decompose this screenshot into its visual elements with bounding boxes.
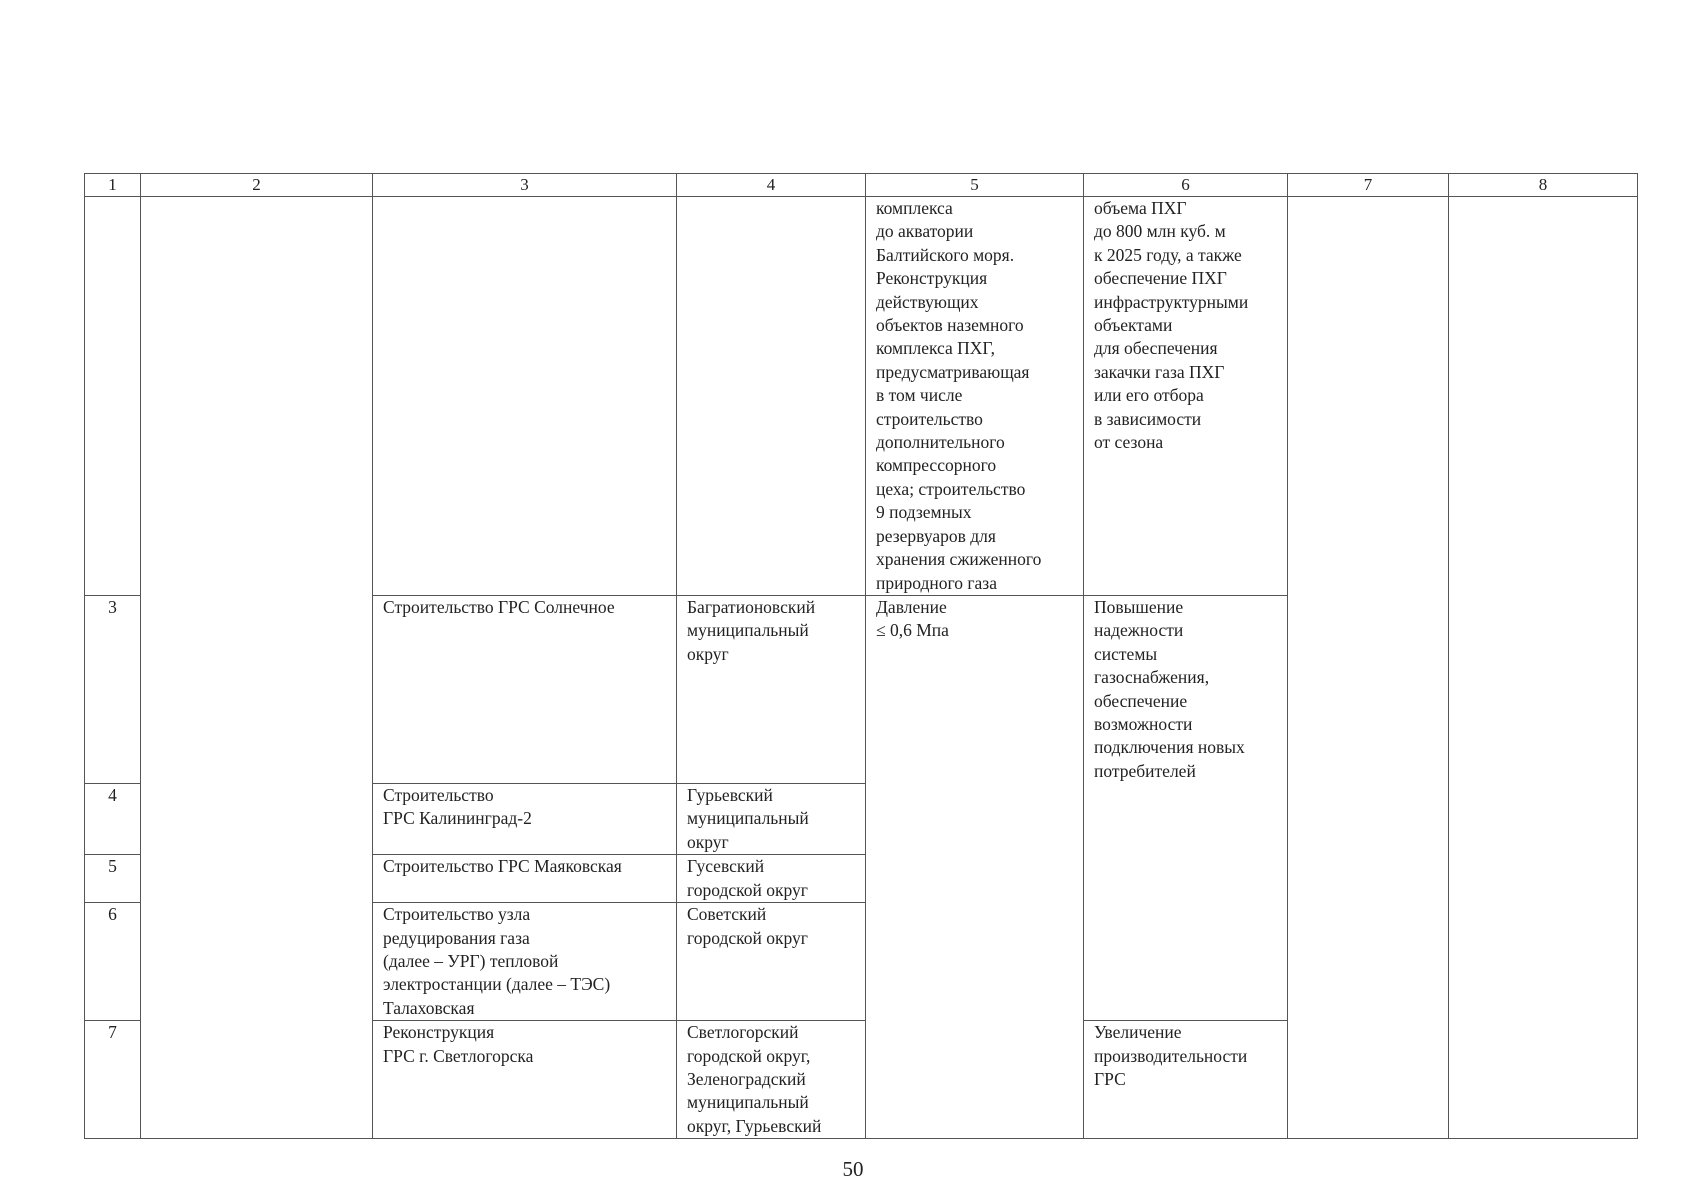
column-number-header-row [85, 174, 1638, 197]
row-number: 6 [85, 903, 141, 1021]
row-number [85, 197, 141, 596]
row-number: 5 [85, 855, 141, 903]
object-name-cell: Строительство узла редуцирования газа (далее – УРГ) тепловой электростанции (далее – ТЭС) Талаховская [373, 903, 677, 1021]
pressure-merged-cell: Давление ≤ 0,6 Мпа [866, 595, 1084, 1138]
purpose-reliability-merged-cell: Повышение надежности системы газоснабжения, обеспечение возможности подключения новых потребителей [1084, 595, 1288, 1020]
purpose-capacity-cell: Увеличение производительности ГРС [1084, 1021, 1288, 1139]
object-name-cell: Строительство ГРС Маяковская [373, 855, 677, 903]
header-cell-1: 1 [85, 174, 141, 197]
header-cell-8: 8 [1449, 174, 1638, 197]
table-row [85, 197, 1638, 596]
col8-merged-cell [1449, 197, 1638, 1139]
header-cell-2: 2 [141, 174, 373, 197]
header-cell-5: 5 [866, 174, 1084, 197]
location-cell: Советский городской округ [677, 903, 866, 1021]
header-cell-7: 7 [1288, 174, 1449, 197]
col2-merged-cell [141, 197, 373, 1139]
location-cell: Светлогорский городской округ, Зеленоградский муниципальный округ, Гурьевский [677, 1021, 866, 1139]
header-cell-4: 4 [677, 174, 866, 197]
location-cell: Гусевский городской округ [677, 855, 866, 903]
location-cell: Багратионовский муниципальный округ [677, 595, 866, 783]
location-cell [677, 197, 866, 596]
header-cell-6: 6 [1084, 174, 1288, 197]
page-number: 50 [842, 1157, 864, 1181]
location-cell: Гурьевский муниципальный округ [677, 783, 866, 854]
col7-merged-cell [1288, 197, 1449, 1139]
row-number: 3 [85, 595, 141, 783]
investment-objects-table [84, 173, 1638, 1139]
object-name-cell: Строительство ГРС Калининград-2 [373, 783, 677, 854]
object-name-cell [373, 197, 677, 596]
header-cell-3: 3 [373, 174, 677, 197]
characteristics-cell: комплекса до акватории Балтийского моря. Реконструкция действующих объектов наземного комплекса ПХГ, предусматривающая в том числе строительство дополнительного компрессорного цеха; строительство 9 подземных резервуаров для хранения сжиженного природного газа [866, 197, 1084, 596]
row-number: 4 [85, 783, 141, 854]
object-name-cell: Строительство ГРС Солнечное [373, 595, 677, 783]
purpose-cell: объема ПХГ до 800 млн куб. м к 2025 году, а также обеспечение ПХГ инфраструктурными объектами для обеспечения закачки газа ПХГ или его отбора в зависимости от сезона [1084, 197, 1288, 596]
row-number: 7 [85, 1021, 141, 1139]
object-name-cell: Реконструкция ГРС г. Светлогорска [373, 1021, 677, 1139]
document-table-container [84, 173, 1638, 1139]
